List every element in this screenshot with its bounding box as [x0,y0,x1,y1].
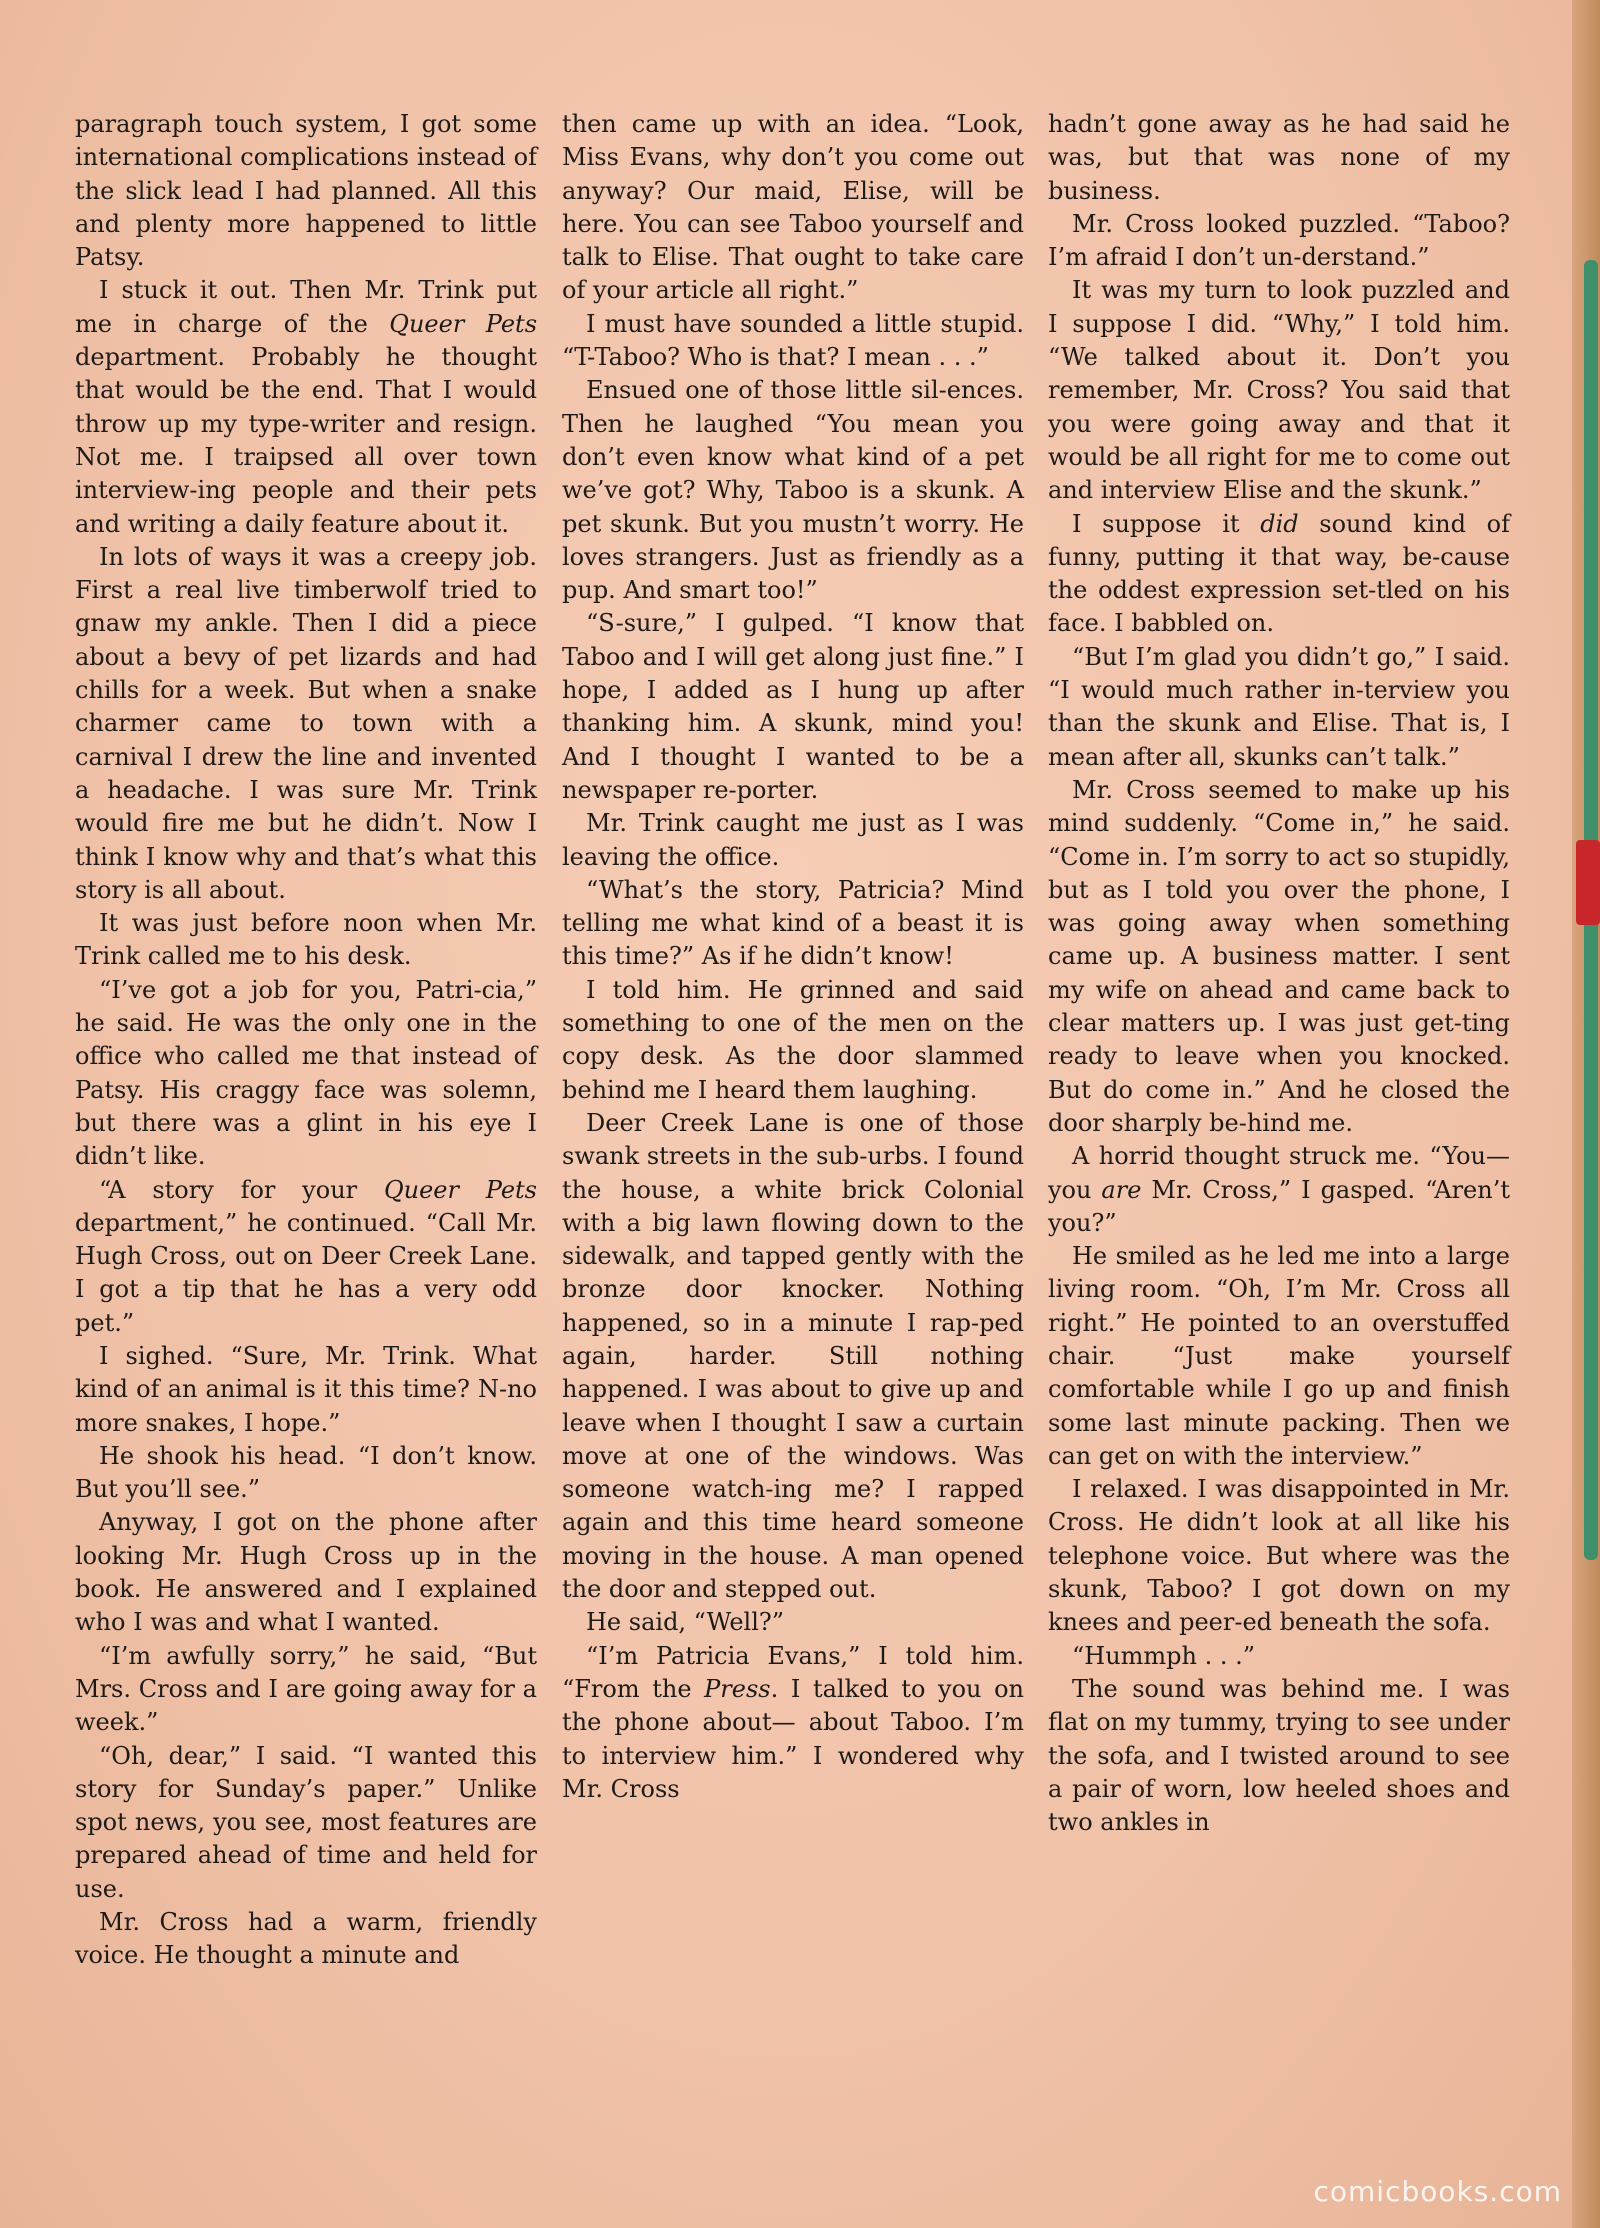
text-run: I relaxed. I was disappointed in Mr. Cross. He didn’t look at all like his telephone voice. But where was the skunk, Taboo? I got down on my knees and peer-ed beneath the sofa. [1048,1475,1510,1637]
paragraph [75,1640,537,1740]
cover-edge-red [1576,840,1600,925]
paragraph [75,541,537,907]
text-run: It was my turn to look puzzled and I suppose I did. “Why,” I told him. “We talked about it. Don’t you remember, Mr. Cross? You said that you were going away and that it would be all right for me to come out and interview Elise and the skunk.” [1048,276,1510,505]
text-run: “Oh, dear,” I said. “I wanted this story for Sunday’s paper.” Unlike spot news, you see, most features are prepared ahead of time and held for use. [75,1741,537,1903]
italic-text: Queer Pets [389,309,538,338]
paragraph [562,1640,1024,1806]
text-run: paragraph touch system, I got some international complications instead of the slick lead I had planned. All this and plenty more happened to little Patsy. [75,110,537,272]
paragraph [75,1174,537,1340]
paragraph [562,108,1024,308]
paragraph [1048,108,1510,208]
italic-text: did [1260,509,1299,538]
paragraph [75,1506,537,1639]
text-run: A horrid thought struck me. “You—you [1048,1142,1510,1204]
text-run: Deer Creek Lane is one of those swank streets in the sub-urbs. I found the house, a white brick Colonial with a big lawn flowing down to the sidewalk, and tapped gently with the bronze door knocker. Nothing happened, so in a minute I rap-ped again, harder. Still nothing happened. I was about to give up and leave when I thought I saw a curtain move at one of the windows. Was someone watch-ing me? I rapped again and this time heard someone moving in the house. A man opened the door and stepped out. [562,1108,1024,1604]
text-run: Mr. Cross had a warm, friendly voice. He thought a minute and [75,1908,537,1970]
paragraph [75,1906,537,1973]
text-run: I sighed. “Sure, Mr. Trink. What kind of an animal is it this time? N-no more snakes, I hope.” [75,1341,537,1437]
text-run: It was just before noon when Mr. Trink called me to his desk. [75,909,537,971]
paragraph [1048,1240,1510,1473]
paragraph [1048,274,1510,507]
text-run: “What’s the story, Patricia? Mind telling me what kind of a beast it is this time?” As if he didn’t know! [562,875,1024,971]
paragraph [1048,1473,1510,1639]
text-run: sound kind of funny, putting it that way, be-cause the oddest expression set-tled on his face. I babbled on. [1048,509,1510,638]
text-run: Mr. Cross looked puzzled. “Taboo? I’m afraid I don’t un-derstand.” [1048,209,1510,272]
text-run: “Hummph . . .” [1072,1641,1256,1670]
paragraph [1048,1673,1510,1839]
paragraph [75,1340,537,1440]
text-run: . I talked to you on the phone about— about Taboo. I’m to interview him.” I wondered why Mr. Cross [562,1674,1024,1803]
text-run: He smiled as he led me into a large living room. “Oh, I’m Mr. Cross all right.” He pointed to an overstuffed chair. “Just make yourself comfortable while I go up and finish some last minute packing. Then we can get on with the interview.” [1048,1242,1510,1470]
text-run: I suppose it [1072,509,1261,538]
text-run: hadn’t gone away as he had said he was, but that was none of my business. [1048,110,1510,205]
paragraph [562,807,1024,874]
paragraph [75,108,537,274]
text-run: Mr. Cross seemed to make up his mind suddenly. “Come in,” he said. “Come in. I’m sorry to act so stupidly, but as I told you over the phone, I was going away when something came up. A business matter. I sent my wife on ahead and came back to clear matters up. I was just get-ting ready to leave when you knocked. But do come in.” And he closed the door sharply be-hind me. [1048,775,1510,1137]
paragraph [1048,774,1510,1140]
paragraph [1048,508,1510,641]
italic-text: are [1101,1175,1142,1204]
page-edge [1572,0,1600,2228]
text-run: Anyway, I got on the phone after looking Mr. Hugh Cross up in the book. He answered and I explained who I was and what I wanted. [75,1508,537,1637]
paragraph [1048,641,1510,774]
paragraph [75,907,537,974]
text-column-2 [562,108,1024,2068]
paragraph [562,874,1024,974]
text-run: “But I’m glad you didn’t go,” I said. “I would much rather in-terview you than the skunk and Elise. That is, I mean after all, skunks can’t talk.” [1048,642,1510,771]
paragraph [562,374,1024,607]
text-run: “S-sure,” I gulped. “I know that Taboo and I will get along just fine.” I hope, I added as I hung up after thanking him. A skunk, mind you! And I thought I wanted to be a newspaper re-porter. [562,609,1024,804]
text-run: Mr. Cross,” I gasped. “Aren’t you?” [1048,1175,1510,1237]
paragraph [1048,1140,1510,1240]
text-columns [75,108,1510,2068]
text-run: In lots of ways it was a creepy job. First a real live timberwolf tried to gnaw my ankle. Then I did a piece about a bevy of pet lizards and had chills for a week. But when a snake charmer came to town with a carnival I drew the line and invented a headache. I was sure Mr. Trink would fire me but he didn’t. Now I think I know why and that’s what this story is all about. [75,542,537,904]
text-run: He said, “Well?” [586,1608,785,1637]
text-column-3 [1048,108,1510,2068]
paragraph [562,1606,1024,1639]
text-run: “I’m Patricia Evans,” I told him. “From the [562,1641,1024,1703]
text-run: Mr. Trink caught me just as I was leaving the office. [562,809,1024,871]
italic-text: Press [704,1674,771,1703]
text-run: then came up with an idea. “Look, Miss Evans, why don’t you come out anyway? Our maid, Elise, will be here. You can see Taboo yourself and talk to Elise. That ought to take care of your article all right.” [562,110,1024,305]
paragraph [562,607,1024,807]
text-run: I must have sounded a little stupid. “T-Taboo? Who is that? I mean . . .” [562,309,1024,372]
paragraph [1048,1640,1510,1673]
paragraph [562,974,1024,1107]
text-run: Ensued one of those little sil-ences. Then he laughed “You mean you don’t even know what kind of a pet we’ve got? Why, Taboo is a skunk. A pet skunk. But you mustn’t worry. He loves strangers. Just as friendly as a pup. And smart too!” [562,376,1024,605]
text-run: I told him. He grinned and said something to one of the men on the copy desk. As the door slammed behind me I heard them laughing. [562,975,1024,1104]
paragraph [562,308,1024,375]
text-run: department,” he continued. “Call Mr. Hugh Cross, out on Deer Creek Lane. I got a tip that he has a very odd pet.” [75,1208,537,1337]
text-run: department. Probably he thought that would be the end. That I would throw up my type-writer and resign. Not me. I traipsed all over town interview-ing people and their pets and writing a daily feature about it. [75,343,537,538]
text-run: I stuck it out. Then Mr. Trink put me in charge of the [75,276,537,338]
text-run: The sound was behind me. I was flat on my tummy, trying to see under the sofa, and I twisted around to see a pair of worn, low heeled shoes and two ankles in [1048,1674,1510,1837]
text-run: He shook his head. “I don’t know. But you’ll see.” [75,1441,537,1504]
paragraph [1048,208,1510,275]
text-run: “I’ve got a job for you, Patri-cia,” he said. He was the only one in the office who called me that instead of Patsy. His craggy face was solemn, but there was a glint in his eye I didn’t like. [75,975,537,1171]
paragraph [562,1107,1024,1606]
text-run: “I’m awfully sorry,” he said, “But Mrs. Cross and I are going away for a week.” [75,1641,537,1737]
paragraph [75,974,537,1174]
text-column-1 [75,108,537,2068]
italic-text: Queer Pets [383,1175,537,1204]
paragraph [75,274,537,540]
watermark: comicbooks.com [1313,2175,1562,2208]
text-run: “A story for your [99,1175,384,1204]
paragraph [75,1740,537,1906]
paragraph [75,1440,537,1507]
